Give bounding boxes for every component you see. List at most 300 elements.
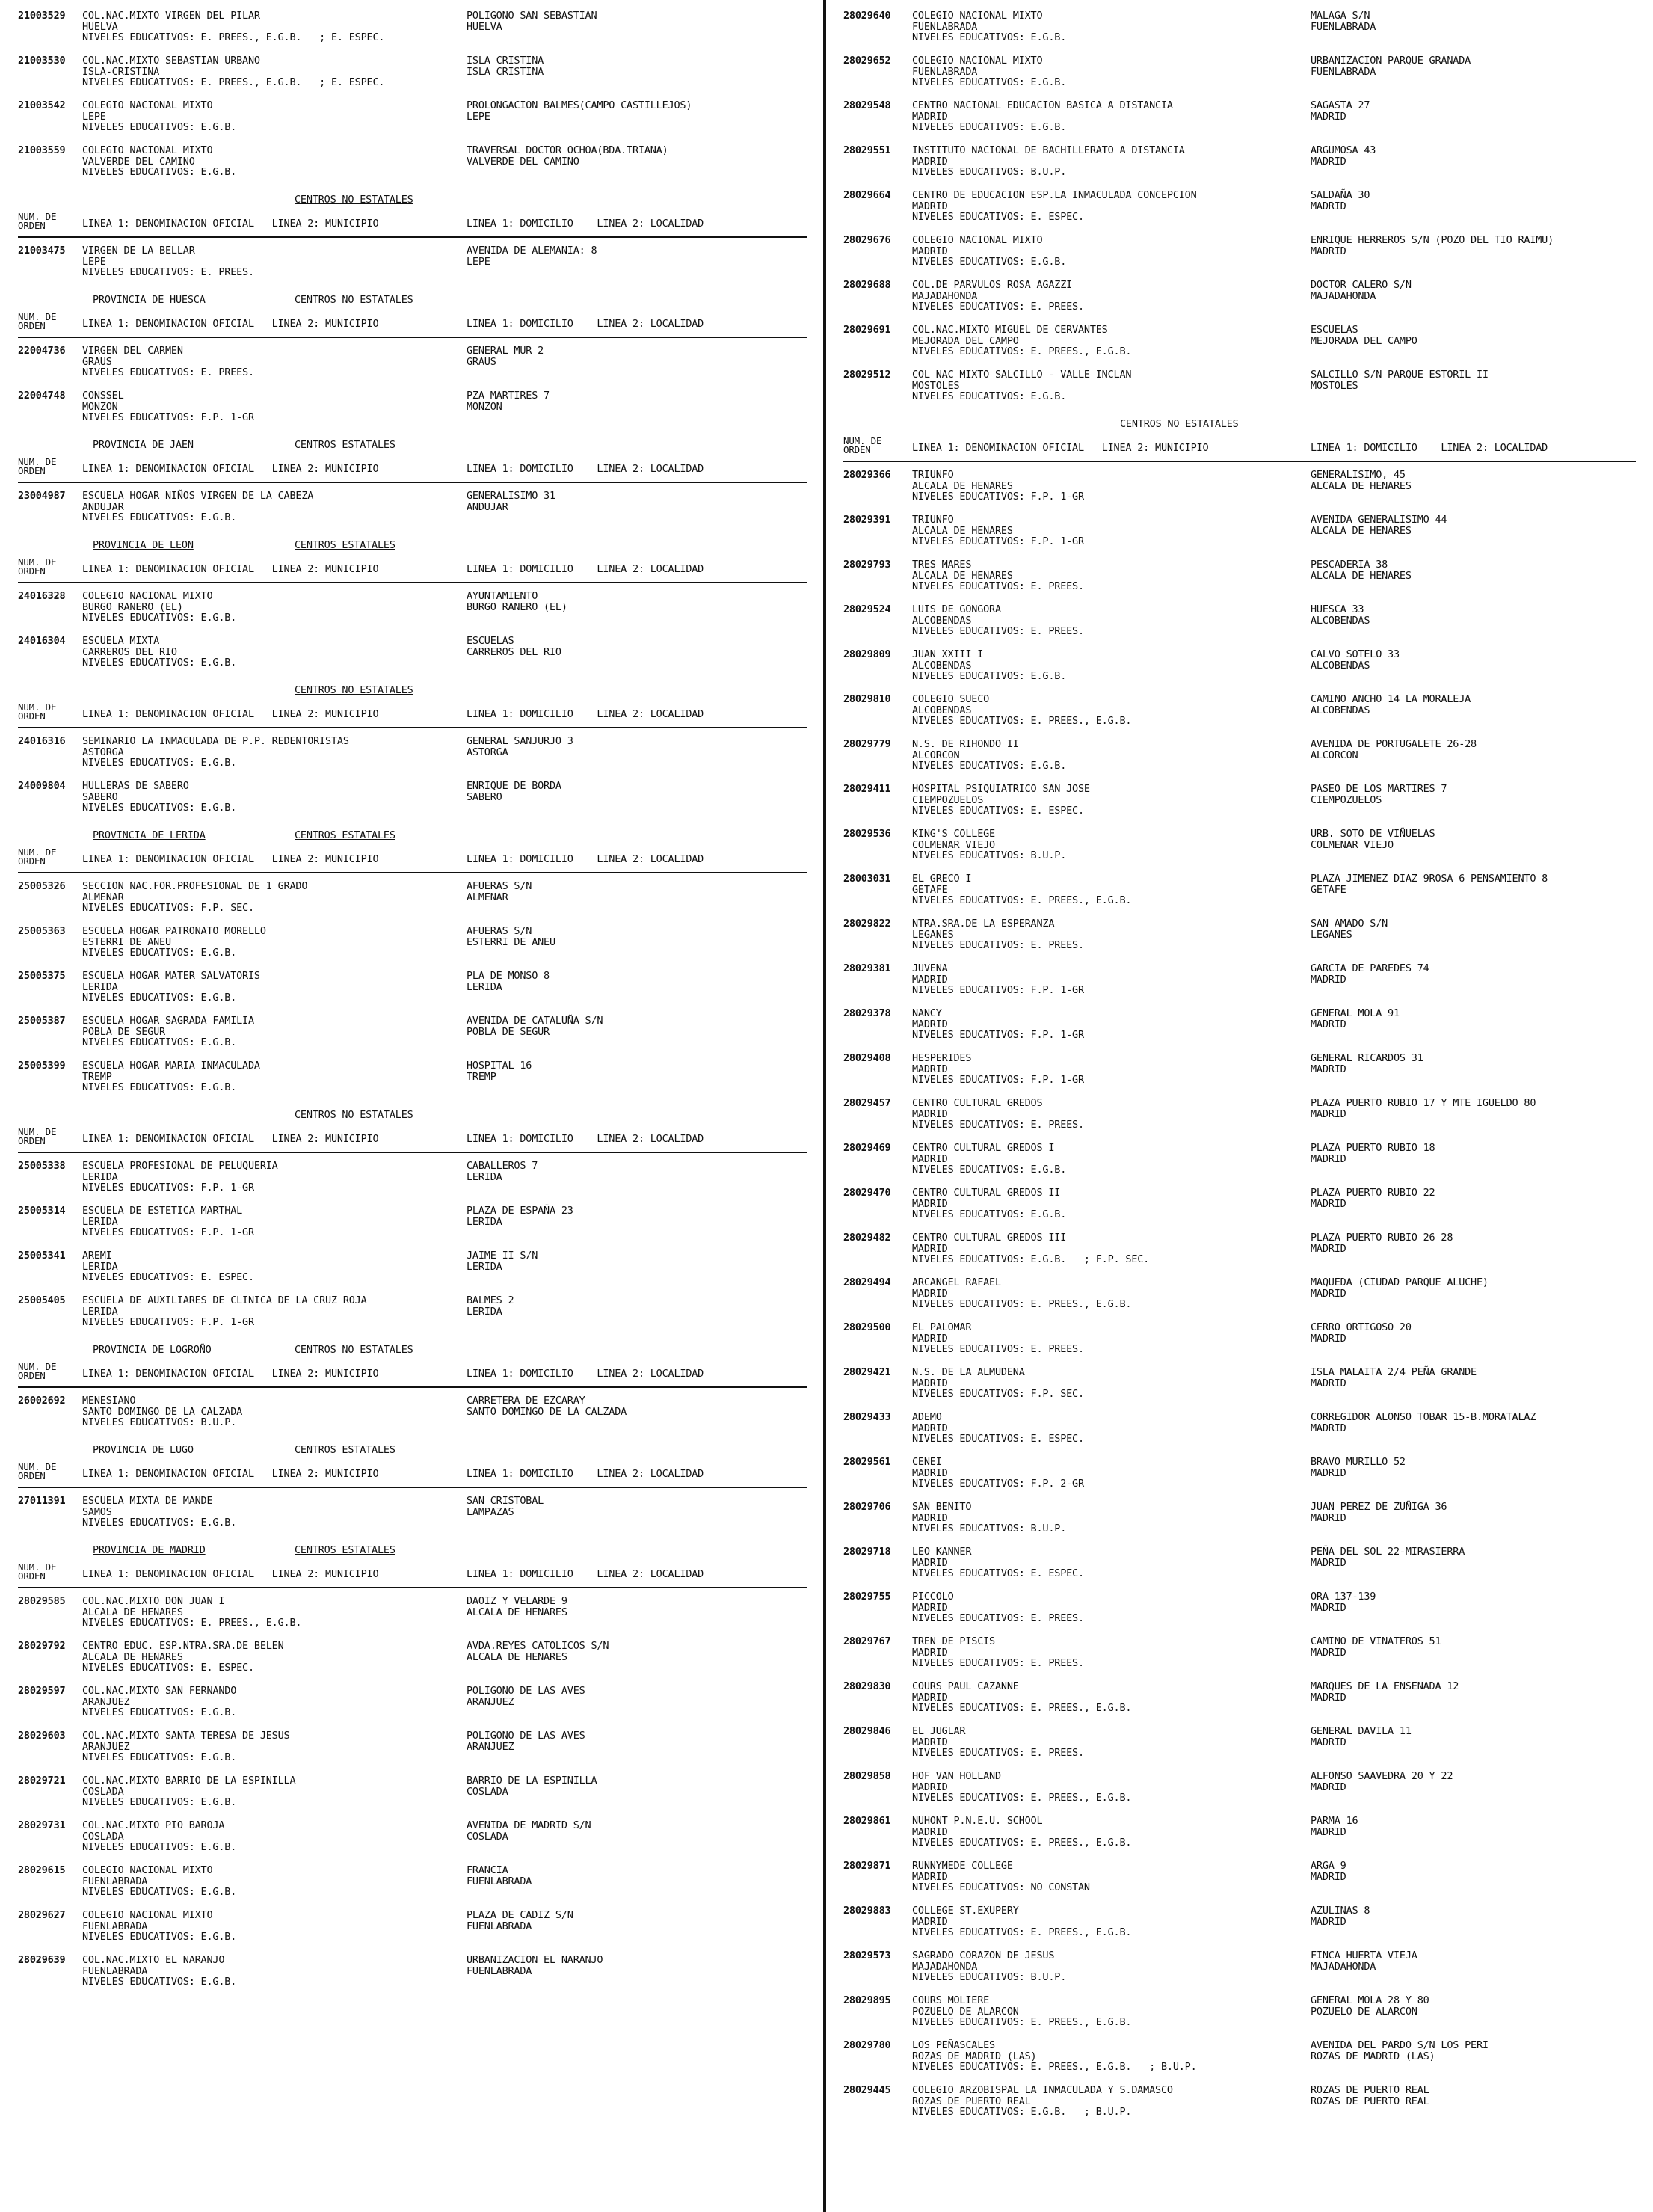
order-number: 28003031 (843, 873, 891, 885)
municipality: GRAUS (82, 355, 112, 368)
orden: ORDEN (18, 320, 46, 331)
order-number: 28029421 (843, 1366, 891, 1378)
school-name: COL.NAC.MIXTO VIRGEN DEL PILAR (82, 10, 260, 22)
education-levels: NIVELES EDUCATIVOS: E.G.B. (912, 760, 1067, 772)
locality: FUENLABRADA (1311, 20, 1376, 33)
school-name-block (82, 881, 307, 914)
address-block (467, 1820, 591, 1842)
education-levels: NIVELES EDUCATIVOS: E.G.B. (82, 1036, 237, 1048)
address: AVENIDA DE MADRID S/N (467, 1819, 591, 1831)
order-number: 24016316 (18, 735, 66, 747)
locality: MADRID (1311, 155, 1346, 168)
address-block (1311, 604, 1370, 626)
school-entry (843, 100, 1636, 145)
education-levels: NIVELES EDUCATIVOS: E. ESPEC. (912, 211, 1084, 223)
linea1-label: LINEA 1: DENOMINACION OFICIAL LINEA 2: MUNICIPIO (82, 563, 379, 575)
school-name-block (82, 736, 349, 769)
address-block (1311, 1188, 1435, 1209)
municipality: ALCALA DE HENARES (912, 524, 1013, 537)
address: AVENIDA GENERALISIMO 44 (1311, 514, 1447, 526)
left-column (18, 10, 807, 2000)
address: DAOIZ Y VELARDE 9 (467, 1595, 567, 1607)
address: CORREGIDOR ALONSO TOBAR 15-B.MORATALAZ (1311, 1411, 1536, 1423)
order-number: 28029433 (843, 1411, 891, 1423)
address-block (1311, 1905, 1370, 1927)
address-block (1311, 649, 1400, 671)
school-name-block (912, 694, 1131, 727)
locality: MADRID (1311, 1152, 1346, 1165)
address-block (1311, 1322, 1412, 1344)
education-levels: NIVELES EDUCATIVOS: E. PREES., E.G.B. (912, 894, 1132, 906)
locality: LERIDA (467, 1260, 502, 1273)
address: CABALLEROS 7 (467, 1160, 538, 1172)
address: PLAZA PUERTO RUBIO 18 (1311, 1142, 1435, 1154)
municipality: ALMENAR (82, 891, 124, 903)
school-name-block (82, 1496, 236, 1529)
school-entry (843, 145, 1636, 190)
school-name-block (912, 1905, 1131, 1938)
address: AVDA.REYES CATOLICOS S/N (467, 1640, 609, 1652)
education-levels: NIVELES EDUCATIVOS: F.P. 2-GR (912, 1478, 1084, 1490)
address: DOCTOR CALERO S/N (1311, 279, 1412, 291)
address-block (1311, 280, 1412, 301)
education-levels: NIVELES EDUCATIVOS: F.P. 1-GR (912, 491, 1084, 503)
address-block (1311, 1502, 1447, 1523)
order-number: 25005399 (18, 1060, 66, 1072)
address: PLAZA PUERTO RUBIO 26 28 (1311, 1232, 1453, 1244)
municipality: MADRID (912, 1825, 948, 1838)
linea2-label: LINEA 1: DOMICILIO LINEA 2: LOCALIDAD (467, 463, 704, 475)
municipality: LERIDA (82, 1170, 118, 1183)
address: BALMES 2 (467, 1294, 514, 1306)
address-block (1311, 1457, 1406, 1478)
centros-title: CENTROS ESTATALES (295, 829, 395, 841)
order-number: 28029718 (843, 1546, 891, 1558)
locality: ASTORGA (467, 746, 508, 758)
address: URBANIZACION PARQUE GRANADA (1311, 55, 1471, 67)
order-number: 25005326 (18, 880, 66, 892)
column-header (18, 1463, 807, 1488)
municipality: MADRID (912, 245, 948, 257)
municipality: MAJADAHONDA (912, 1960, 978, 1973)
education-levels: NIVELES EDUCATIVOS: E. ESPEC. (912, 805, 1084, 817)
school-name-block (82, 636, 236, 669)
address-block (1311, 1008, 1400, 1030)
school-name-block (912, 829, 1066, 861)
num-orden-label (18, 212, 56, 230)
education-levels: NIVELES EDUCATIVOS: E. PREES. (912, 580, 1084, 592)
locality: ALCOBENDAS (1311, 659, 1370, 672)
address-block (467, 145, 668, 167)
school-entry (843, 1412, 1636, 1457)
school-name: TRIUNFO (912, 469, 954, 481)
locality: BURGO RANERO (EL) (467, 600, 567, 613)
right-column (843, 10, 1636, 2130)
school-name-block (82, 10, 384, 43)
school-name: COLLEGE ST.EXUPERY (912, 1905, 1019, 1917)
education-levels: NIVELES EDUCATIVOS: E.G.B. (82, 1706, 237, 1718)
school-entry (18, 1641, 807, 1686)
locality: MADRID (1311, 200, 1346, 212)
education-levels: NIVELES EDUCATIVOS: E. PREES. (912, 939, 1084, 951)
locality: MADRID (1311, 1063, 1346, 1075)
school-name-block (912, 604, 1084, 637)
education-levels: NIVELES EDUCATIVOS: E. PREES., E.G.B. ; E. ESPEC. (82, 31, 385, 43)
linea2-label: LINEA 1: DOMICILIO LINEA 2: LOCALIDAD (467, 1368, 704, 1380)
school-name: COLEGIO NACIONAL MIXTO (82, 1909, 213, 1921)
school-name-block (912, 1232, 1149, 1265)
num-orden-label (18, 1463, 56, 1481)
section-heading (18, 194, 807, 212)
order-number: 28029830 (843, 1680, 891, 1692)
address: GENERALISIMO 31 (467, 490, 555, 502)
school-name-block (912, 100, 1173, 133)
order-number: 28029548 (843, 99, 891, 111)
order-number: 28029652 (843, 55, 891, 67)
centros-title: CENTROS NO ESTATALES (295, 294, 413, 306)
address: ORA 137-139 (1311, 1591, 1376, 1603)
school-name: TRES MARES (912, 559, 972, 571)
school-name: COL.NAC.MIXTO SAN FERNANDO (82, 1685, 237, 1697)
school-entry (843, 1995, 1636, 2040)
school-name-block (912, 190, 1197, 223)
education-levels: NIVELES EDUCATIVOS: E.G.B. (912, 256, 1067, 268)
school-name: AREMI (82, 1250, 112, 1262)
order-number: 24016328 (18, 590, 66, 602)
order-number: 28029755 (843, 1591, 891, 1603)
municipality: VALVERDE DEL CAMINO (82, 155, 195, 168)
linea1-label: LINEA 1: DENOMINACION OFICIAL LINEA 2: MUNICIPIO (82, 708, 379, 720)
province-title: PROVINCIA DE LEON (93, 539, 194, 551)
locality: MADRID (1311, 1422, 1346, 1434)
education-levels: NIVELES EDUCATIVOS: E.G.B. (912, 76, 1067, 88)
order-number: 28029585 (18, 1595, 66, 1607)
locality: MOSTOLES (1311, 379, 1358, 392)
section-heading (18, 295, 807, 313)
municipality: ALCALA DE HENARES (82, 1650, 183, 1663)
school-name-block (912, 1277, 1131, 1310)
address: POLIGONO DE LAS AVES (467, 1730, 585, 1742)
address-block (467, 1596, 567, 1617)
municipality: ALCOBENDAS (912, 704, 972, 716)
municipality: LERIDA (82, 1305, 118, 1318)
address-block (467, 1686, 585, 1707)
address-block (1311, 1995, 1429, 2017)
locality: MADRID (1311, 1018, 1346, 1030)
school-name: KING'S COLLEGE (912, 828, 995, 840)
column-header (18, 212, 807, 238)
num-de: NUM. DE (18, 1561, 57, 1573)
school-name: N.S. DE RIHONDO II (912, 738, 1019, 750)
school-name: COL.NAC.MIXTO MIGUEL DE CERVANTES (912, 324, 1108, 336)
education-levels: NIVELES EDUCATIVOS: E.G.B. (912, 670, 1067, 682)
locality: FUENLABRADA (1311, 65, 1376, 78)
order-number: 28029861 (843, 1815, 891, 1827)
education-levels: NIVELES EDUCATIVOS: F.P. 1-GR (82, 1316, 254, 1328)
column-header (18, 1362, 807, 1388)
education-levels: NIVELES EDUCATIVOS: E. PREES., E.G.B. (912, 345, 1132, 357)
address-block (1311, 829, 1435, 850)
school-name-block (912, 2085, 1173, 2118)
school-name-block (82, 971, 260, 1004)
num-orden-label (18, 848, 56, 866)
address: ISLA CRISTINA (467, 55, 544, 67)
municipality: MADRID (912, 973, 948, 986)
education-levels: NIVELES EDUCATIVOS: E. PREES., E.G.B. (912, 2016, 1132, 2028)
municipality: ARANJUEZ (82, 1740, 130, 1753)
school-name: COL.NAC.MIXTO SEBASTIAN URBANO (82, 55, 260, 67)
municipality: MADRID (912, 1422, 948, 1434)
education-levels: NIVELES EDUCATIVOS: F.P. 1-GR (912, 1029, 1084, 1041)
school-name-block (82, 1686, 236, 1718)
municipality: MADRID (912, 1377, 948, 1389)
orden: ORDEN (18, 1470, 46, 1481)
order-number: 28029573 (843, 1950, 891, 1961)
education-levels: NIVELES EDUCATIVOS: E. PREES. (912, 1657, 1084, 1669)
education-levels: NIVELES EDUCATIVOS: E. PREES., E.G.B. (82, 1617, 302, 1629)
address: SALCILLO S/N PARQUE ESTORIL II (1311, 369, 1489, 381)
school-name: CENTRO CULTURAL GREDOS I (912, 1142, 1055, 1154)
municipality: COSLADA (82, 1830, 124, 1843)
municipality: MEJORADA DEL CAMPO (912, 334, 1019, 347)
address-block (1311, 1367, 1477, 1389)
education-levels: NIVELES EDUCATIVOS: E.G.B. (82, 166, 237, 178)
school-entry (18, 636, 807, 681)
address: URB. SOTO DE VIÑUELAS (1311, 828, 1435, 840)
municipality: LERIDA (82, 980, 118, 993)
address: AFUERAS S/N (467, 880, 532, 892)
school-name: COLEGIO NACIONAL MIXTO (82, 590, 213, 602)
linea1-label: LINEA 1: DENOMINACION OFICIAL LINEA 2: MUNICIPIO (82, 853, 379, 865)
order-number: 28029615 (18, 1864, 66, 1876)
order-number: 25005375 (18, 970, 66, 982)
address-block (467, 636, 561, 657)
municipality: MADRID (912, 1063, 948, 1075)
orden: ORDEN (18, 465, 46, 476)
school-name-block (912, 470, 1084, 503)
address: PLAZA DE ESPAÑA 23 (467, 1205, 573, 1217)
order-number: 28029895 (843, 1994, 891, 2006)
address: SAN AMADO S/N (1311, 918, 1388, 930)
school-name: NUHONT P.N.E.U. SCHOOL (912, 1815, 1043, 1827)
education-levels: NIVELES EDUCATIVOS: F.P. 1-GR (82, 411, 254, 423)
linea1-label: LINEA 1: DENOMINACION OFICIAL LINEA 2: MUNICIPIO (82, 1133, 379, 1145)
linea1-label: LINEA 1: DENOMINACION OFICIAL LINEA 2: MUNICIPIO (912, 442, 1209, 454)
address: PLAZA DE CADIZ S/N (467, 1909, 573, 1921)
school-name: SAGRADO CORAZON DE JESUS (912, 1950, 1055, 1961)
num-orden-label (18, 1563, 56, 1581)
education-levels: NIVELES EDUCATIVOS: E. ESPEC. (912, 1433, 1084, 1445)
school-entry (18, 1730, 807, 1775)
locality: MEJORADA DEL CAMPO (1311, 334, 1417, 347)
address: ENRIQUE DE BORDA (467, 780, 561, 792)
school-entry (843, 1546, 1636, 1591)
province-title: PROVINCIA DE HUESCA (93, 294, 206, 306)
province-title: PROVINCIA DE LERIDA (93, 829, 206, 841)
education-levels: NIVELES EDUCATIVOS: E.G.B. (82, 1886, 237, 1898)
address-block (1311, 963, 1429, 985)
school-name: COL.NAC.MIXTO DON JUAN I (82, 1595, 225, 1607)
municipality: MADRID (912, 1018, 948, 1030)
linea2-label: LINEA 1: DOMICILIO LINEA 2: LOCALIDAD (467, 1133, 704, 1145)
address-block (467, 100, 692, 122)
section-heading (18, 1345, 807, 1362)
order-number: 28029391 (843, 514, 891, 526)
order-number: 21003475 (18, 245, 66, 256)
municipality: MADRID (912, 1332, 948, 1345)
school-name: ESCUELA PROFESIONAL DE PELUQUERIA (82, 1160, 278, 1172)
school-entry (843, 1143, 1636, 1188)
address: GENERAL MOLA 91 (1311, 1007, 1400, 1019)
locality: ANDUJAR (467, 500, 508, 513)
municipality: MADRID (912, 1736, 948, 1748)
address: CAMINO ANCHO 14 LA MORALEJA (1311, 693, 1471, 705)
school-name-block (912, 873, 1131, 906)
school-entry (18, 1060, 807, 1105)
address-block (1311, 1726, 1412, 1748)
municipality: MADRID (912, 1242, 948, 1255)
address-block (467, 55, 544, 77)
section-heading (18, 440, 807, 458)
municipality: MADRID (912, 1601, 948, 1614)
school-name-block (912, 649, 1066, 682)
locality: ALCALA DE HENARES (1311, 524, 1412, 537)
locality: MADRID (1311, 1107, 1346, 1120)
num-orden-label (18, 313, 56, 331)
num-orden-label (18, 1362, 56, 1380)
municipality: MONZON (82, 400, 118, 413)
education-levels: NIVELES EDUCATIVOS: B.U.P. (912, 166, 1067, 178)
school-name: COLEGIO NACIONAL MIXTO (82, 144, 213, 156)
address: CERRO ORTIGOSO 20 (1311, 1321, 1412, 1333)
order-number: 24016304 (18, 635, 66, 647)
school-name-block (82, 1395, 242, 1428)
order-number: 28029767 (843, 1635, 891, 1647)
school-name: PICCOLO (912, 1591, 954, 1603)
order-number: 28029512 (843, 369, 891, 381)
address-block (1311, 1546, 1465, 1568)
school-name-block (912, 784, 1090, 817)
school-entry (18, 10, 807, 55)
linea2-label: LINEA 1: DOMICILIO LINEA 2: LOCALIDAD (1311, 442, 1548, 454)
municipality: MADRID (912, 1556, 948, 1569)
address-block (467, 781, 561, 802)
address-block (467, 1910, 573, 1932)
school-entry (18, 390, 807, 435)
school-entry (843, 1905, 1636, 1950)
school-name: COLEGIO NACIONAL MIXTO (912, 234, 1043, 246)
school-entry (18, 736, 807, 781)
school-name: TREN DE PISCIS (912, 1635, 995, 1647)
locality: MADRID (1311, 245, 1346, 257)
school-entry (18, 1775, 807, 1820)
school-name-block (912, 918, 1084, 951)
municipality: LEPE (82, 255, 106, 268)
school-name: COL NAC MIXTO SALCILLO - VALLE INCLAN (912, 369, 1132, 381)
linea2-label: LINEA 1: DOMICILIO LINEA 2: LOCALIDAD (467, 1468, 704, 1480)
address: AVENIDA DE PORTUGALETE 26-28 (1311, 738, 1477, 750)
locality: ALCOBENDAS (1311, 704, 1370, 716)
school-name-block (912, 559, 1084, 592)
education-levels: NIVELES EDUCATIVOS: E. PREES. (82, 366, 254, 378)
locality: ALCALA DE HENARES (467, 1650, 567, 1663)
school-name: ESCUELA MIXTA (82, 635, 160, 647)
order-number: 28029871 (843, 1860, 891, 1872)
school-entry (18, 1250, 807, 1295)
school-name: CONSSEL (82, 390, 124, 402)
locality: MADRID (1311, 1377, 1346, 1389)
order-number: 28029470 (843, 1187, 891, 1199)
orden: ORDEN (18, 1135, 46, 1146)
address: PESCADERIA 38 (1311, 559, 1388, 571)
municipality: FUENLABRADA (912, 20, 978, 33)
school-entry (843, 10, 1636, 55)
order-number: 28029640 (843, 10, 891, 22)
school-name-block (82, 145, 236, 178)
order-number: 28029445 (843, 2084, 891, 2096)
num-orden-label (18, 1128, 56, 1146)
school-name-block (912, 10, 1066, 43)
school-name-block (912, 1098, 1084, 1131)
locality: FUENLABRADA (467, 1920, 532, 1932)
school-name-block (82, 1016, 254, 1048)
school-name-block (82, 1295, 367, 1328)
address-block (467, 1205, 573, 1227)
order-number: 28029603 (18, 1730, 66, 1742)
education-levels: NIVELES EDUCATIVOS: E.G.B. (82, 757, 237, 769)
address: ARGA 9 (1311, 1860, 1346, 1872)
order-number: 23004987 (18, 490, 66, 502)
locality: COLMENAR VIEJO (1311, 838, 1394, 851)
municipality: SANTO DOMINGO DE LA CALZADA (82, 1405, 243, 1418)
school-entry (18, 881, 807, 926)
address: CAMINO DE VINATEROS 51 (1311, 1635, 1441, 1647)
school-name-block (82, 100, 236, 133)
education-levels: NIVELES EDUCATIVOS: E. PREES. (912, 1747, 1084, 1759)
school-entry (843, 1053, 1636, 1098)
school-entry (843, 559, 1636, 604)
education-levels: NIVELES EDUCATIVOS: E. PREES. (912, 1343, 1084, 1355)
order-number: 28029664 (843, 189, 891, 201)
school-entry (843, 280, 1636, 325)
address: PASEO DE LOS MARTIRES 7 (1311, 783, 1447, 795)
school-name: LUIS DE GONGORA (912, 603, 1001, 615)
school-name-block (82, 1060, 260, 1093)
address: GENERAL RICARDOS 31 (1311, 1052, 1423, 1064)
column-divider (823, 0, 826, 2212)
locality: MADRID (1311, 973, 1346, 986)
centros-title: CENTROS NO ESTATALES (295, 1344, 413, 1356)
order-number: 28029822 (843, 918, 891, 930)
address-block (1311, 325, 1417, 346)
school-name: NTRA.SRA.DE LA ESPERANZA (912, 918, 1055, 930)
school-name-block (912, 235, 1066, 268)
school-name-block (82, 1161, 278, 1193)
address-block (1311, 145, 1376, 167)
school-name-block (82, 1205, 254, 1238)
municipality: HUELVA (82, 20, 118, 33)
address: MAQUEDA (CIUDAD PARQUE ALUCHE) (1311, 1276, 1489, 1288)
address-block (1311, 559, 1412, 581)
locality: MADRID (1311, 1915, 1346, 1928)
school-name: COLEGIO NACIONAL MIXTO (82, 99, 213, 111)
address-block (467, 1250, 538, 1272)
section-heading (18, 1110, 807, 1128)
order-number: 28029883 (843, 1905, 891, 1917)
school-name: CENTRO CULTURAL GREDOS III (912, 1232, 1067, 1244)
education-levels: NIVELES EDUCATIVOS: E.G.B. (82, 802, 237, 814)
address-block (467, 1395, 627, 1417)
